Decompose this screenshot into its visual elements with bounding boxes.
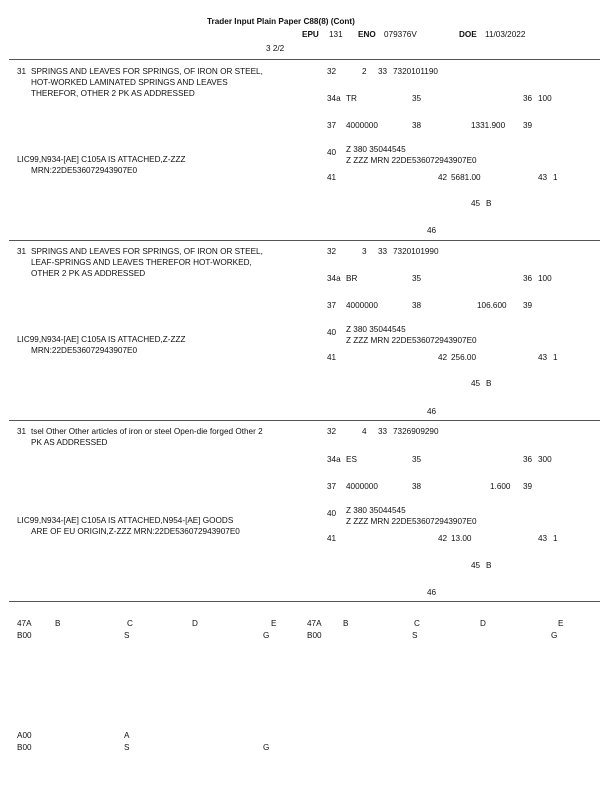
description-line: SPRINGS AND LEAVES FOR SPRINGS, OF IRON OR STEEL, [31,247,263,256]
tax-method: A [124,731,130,740]
box-41-label: 41 [327,173,337,182]
box-36-label: 36 [523,274,533,283]
net-mass: 106.600 [477,301,507,310]
box-40-label: 40 [327,509,337,518]
commodity-code: 7320101190 [393,67,438,76]
preference-code: 100 [538,274,552,283]
epu-value: 131 [329,30,343,39]
box-35-label: 35 [412,274,422,283]
column-header-b: B [55,619,61,628]
column-header-b: B [343,619,349,628]
previous-document: Z ZZZ MRN 22DE536072943907E0 [346,156,477,165]
box-39-label: 39 [523,301,533,310]
item-number: 3 [362,247,367,256]
tax-method: S [124,743,130,752]
tax-currency: G [551,631,558,640]
procedure-code: 4000000 [346,121,378,130]
box-43-label: 43 [538,534,548,543]
box-40-label: 40 [327,148,337,157]
column-header-d: D [480,619,486,628]
box-44-info: LIC99,N934-[AE] C105A IS ATTACHED,Z-ZZZ [17,155,186,164]
box-32-label: 32 [327,67,337,76]
box-45-label: 45 [471,379,481,388]
description-line: HOT-WORKED LAMINATED SPRINGS AND LEAVES [31,78,228,87]
box-41-label: 41 [327,534,337,543]
column-header-e: E [271,619,277,628]
box-36-label: 36 [523,94,533,103]
eno-label: ENO [358,30,376,39]
box-41-label: 41 [327,353,337,362]
box-35-label: 35 [412,94,422,103]
tax-currency: G [263,743,270,752]
box-46-label: 46 [427,588,437,597]
box-43-label: 43 [538,353,548,362]
box-32-label: 32 [327,427,337,436]
box-32-label: 32 [327,247,337,256]
tax-method: S [412,631,418,640]
tax-type: B00 [17,743,32,752]
box-44-info: MRN:22DE536072943907E0 [31,346,138,355]
box-38-label: 38 [412,482,422,491]
box-43-label: 43 [538,173,548,182]
previous-document: Z 380 35044545 [346,145,406,154]
box-35-label: 35 [412,455,422,464]
box-33-label: 33 [378,247,388,256]
box-40-label: 40 [327,328,337,337]
column-header-e: E [558,619,564,628]
box-39-label: 39 [523,121,533,130]
box-42-label: 42 [438,173,448,182]
description-line: PK AS ADDRESSED [31,438,108,447]
box-34a-label: 34a [327,274,341,283]
box-36-label: 36 [523,455,533,464]
box-39-label: 39 [523,482,533,491]
preference-code: 100 [538,94,552,103]
previous-document: Z 380 35044545 [346,506,406,515]
eno-value: 079376V [384,30,417,39]
previous-document: Z ZZZ MRN 22DE536072943907E0 [346,517,477,526]
box-46-label: 46 [427,226,437,235]
description-line: THEREFOR, OTHER 2 PK AS ADDRESSED [31,89,195,98]
item-value: 13.00 [451,534,472,543]
column-header-c: C [414,619,420,628]
valuation-method: 1 [553,173,558,182]
commodity-code: 7326909290 [393,427,439,436]
box-31-label: 31 [17,67,27,76]
box-47a-label: 47A [17,619,32,628]
item-value: 256.00 [451,353,477,362]
valuation-method: 1 [553,534,558,543]
origin-country: ES [346,455,357,464]
doe-value: 11/03/2022 [485,30,526,39]
net-mass: 1331.900 [471,121,506,130]
box-44-info: LIC99,N934-[AE] C105A IS ATTACHED,N954-[AE] GOODS [17,516,234,525]
box-42-label: 42 [438,353,448,362]
box-34a-label: 34a [327,94,341,103]
box-33-label: 33 [378,67,388,76]
procedure-code: 4000000 [346,482,378,491]
box-38-label: 38 [412,121,422,130]
page-number: 3 2/2 [266,44,285,53]
item-number: 4 [362,427,367,436]
tax-type: A00 [17,731,32,740]
description-line: tsel Other Other articles of iron or steel Open-die forged Other 2 [31,427,263,436]
valuation-method: 1 [553,353,558,362]
origin-country: TR [346,94,357,103]
tax-type: B00 [307,631,322,640]
box-44-info: ARE OF EU ORIGIN,Z-ZZZ MRN:22DE536072943907E0 [31,527,240,536]
box-44-info: LIC99,N934-[AE] C105A IS ATTACHED,Z-ZZZ [17,335,186,344]
item-number: 2 [362,67,367,76]
box-37-label: 37 [327,482,337,491]
description-line: SPRINGS AND LEAVES FOR SPRINGS, OF IRON OR STEEL, [31,67,263,76]
previous-document: Z 380 35044545 [346,325,406,334]
adjustment-code: B [486,561,492,570]
epu-label: EPU [302,30,319,39]
box-46-label: 46 [427,407,437,416]
commodity-code: 7320101990 [393,247,439,256]
box-37-label: 37 [327,301,337,310]
item-value: 5681.00 [451,173,481,182]
box-31-label: 31 [17,247,27,256]
box-42-label: 42 [438,534,448,543]
box-37-label: 37 [327,121,337,130]
tax-currency: G [263,631,270,640]
doe-label: DOE [459,30,477,39]
page-title: Trader Input Plain Paper C88(8) (Cont) [207,17,355,26]
preference-code: 300 [538,455,552,464]
box-45-label: 45 [471,561,481,570]
box-38-label: 38 [412,301,422,310]
divider [9,601,600,602]
description-line: LEAF-SPRINGS AND LEAVES THEREFOR HOT-WORKED, [31,258,252,267]
origin-country: BR [346,274,358,283]
tax-type: B00 [17,631,32,640]
adjustment-code: B [486,199,492,208]
tax-method: S [124,631,130,640]
box-34a-label: 34a [327,455,341,464]
procedure-code: 4000000 [346,301,378,310]
box-47a-label: 47A [307,619,322,628]
box-44-info: MRN:22DE536072943907E0 [31,166,138,175]
column-header-d: D [192,619,198,628]
net-mass: 1.600 [490,482,511,491]
previous-document: Z ZZZ MRN 22DE536072943907E0 [346,336,477,345]
box-45-label: 45 [471,199,481,208]
box-31-label: 31 [17,427,27,436]
description-line: OTHER 2 PK AS ADDRESSED [31,269,146,278]
adjustment-code: B [486,379,492,388]
box-33-label: 33 [378,427,388,436]
column-header-c: C [127,619,133,628]
